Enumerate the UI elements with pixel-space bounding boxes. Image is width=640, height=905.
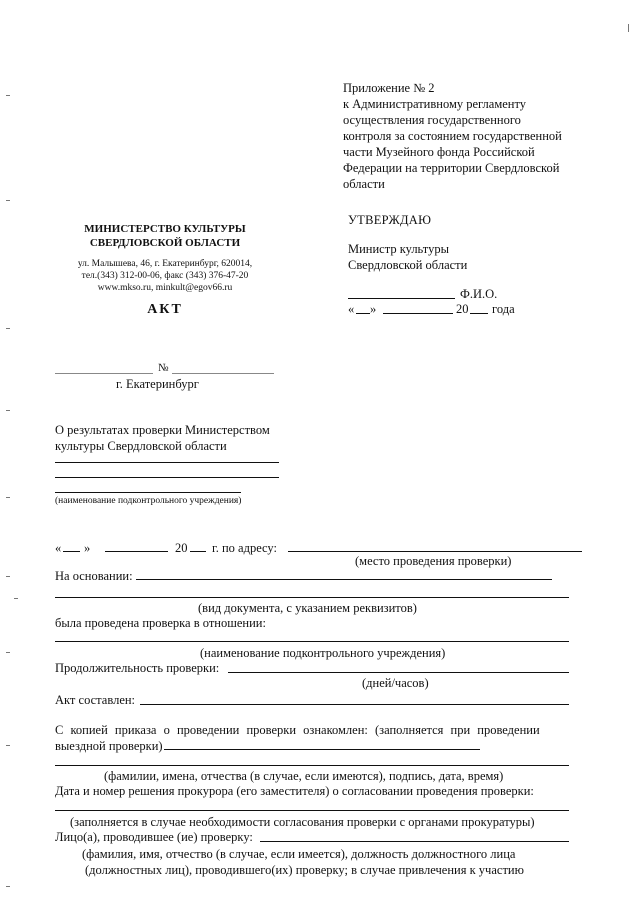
scan-mark (6, 576, 10, 577)
approval-day-line (356, 313, 370, 314)
appendix-line: Федерации на территории Свердловской (343, 161, 560, 175)
inspected-line (55, 641, 569, 642)
order-line (164, 749, 480, 750)
basis-line (136, 579, 552, 580)
body-year-prefix: 20 (175, 541, 188, 555)
ministry-address-line3: www.mkso.ru, minkult@egov66.ru (97, 283, 233, 293)
subject-fill-line (55, 492, 241, 493)
scan-mark (6, 410, 10, 411)
ministry-name-line1: МИНИСТЕРСТВО КУЛЬТУРЫ (84, 223, 246, 235)
doc-number-line (172, 373, 274, 374)
scan-mark (628, 24, 629, 32)
body-address-line (288, 551, 582, 552)
prosecutor-caption: (заполняется в случае необходимости согласования проверки с органами прокуратуры) (70, 815, 535, 829)
appendix-line: контроля за состоянием государственной (343, 129, 562, 143)
scan-mark (6, 328, 10, 329)
body-date-close: » (84, 541, 91, 555)
compiled-line (140, 704, 569, 705)
compiled-label: Акт составлен: (55, 693, 136, 707)
approval-year-prefix: 20 (456, 302, 469, 316)
basis-caption: (вид документа, с указанием реквизитов) (198, 601, 417, 615)
approval-signature-line (348, 298, 455, 299)
inspected-caption: (наименование подконтрольного учреждения) (200, 646, 446, 660)
doc-city: г. Екатеринбург (116, 377, 199, 391)
appendix-line: осуществления государственного (343, 113, 521, 127)
body-month-line (105, 551, 168, 552)
approval-title: УТВЕРЖДАЮ (348, 213, 432, 227)
order-caption: (фамилии, имена, отчества (в случае, если имеются), подпись, дата, время) (104, 769, 504, 783)
duration-caption: (дней/часов) (362, 676, 429, 690)
inspector-label: Лицо(а), проводившее (ие) проверку: (55, 830, 253, 844)
inspector-line (260, 841, 569, 842)
order-line2: выездной проверки) (55, 739, 163, 753)
scan-mark (14, 598, 18, 599)
inspector-caption2: (должностных лиц), проводившего(их) проверку; в случае привлечения к участию (85, 863, 524, 877)
scan-mark (6, 200, 10, 201)
ministry-name-line2: СВЕРДЛОВСКОЙ ОБЛАСТИ (89, 237, 241, 249)
doc-date-line (55, 373, 153, 374)
scan-mark (6, 497, 10, 498)
scan-mark (6, 95, 10, 96)
approval-position-line1: Министр культуры (348, 242, 449, 256)
order-line-2 (55, 765, 569, 766)
subject-line2: культуры Свердловской области (55, 439, 227, 453)
appendix-line: части Музейного фонда Российской (343, 145, 535, 159)
subject-line1: О результатах проверки Министерством (55, 423, 270, 437)
duration-line (228, 672, 569, 673)
inspector-caption1: (фамилия, имя, отчество (в случае, если имеется), должность должностного лица (82, 847, 516, 861)
inspected-label: была проведена проверка в отношении: (55, 616, 266, 630)
doc-number-sign: № (158, 362, 169, 374)
scan-mark (6, 652, 10, 653)
prosecutor-label: Дата и номер решения прокурора (его заместителя) о согласовании проведения проверки: (55, 784, 534, 798)
approval-month-line (383, 313, 453, 314)
ministry-address-line2: тел.(343) 312-00-06, факс (343) 376-47-20 (81, 271, 249, 281)
basis-line-2 (55, 597, 569, 598)
subject-fill-line (55, 462, 279, 463)
subject-fill-line (55, 477, 279, 478)
scan-mark (6, 745, 10, 746)
appendix-block (343, 80, 633, 192)
appendix-line: к Административному регламенту (343, 97, 527, 111)
approval-date-close: » (370, 302, 377, 316)
ministry-address (45, 258, 285, 294)
approval-year-line (470, 313, 488, 314)
duration-label: Продолжительность проверки: (55, 661, 220, 675)
body-address-caption: (место проведения проверки) (355, 554, 512, 568)
approval-position-line2: Свердловской области (348, 258, 468, 272)
body-date-open: « (55, 541, 62, 555)
basis-label: На основании: (55, 569, 133, 583)
prosecutor-line (55, 810, 569, 811)
body-address-label: г. по адресу: (212, 541, 277, 555)
ministry-name (55, 222, 275, 250)
order-line1: С копией приказа о проведении проверки ознакомлен: (заполняется при проведении (55, 723, 540, 737)
appendix-line: Приложение № 2 (343, 81, 435, 95)
ministry-address-line1: ул. Малышева, 46, г. Екатеринбург, 620014, (77, 259, 253, 269)
appendix-line: области (343, 177, 385, 191)
approval-fio: Ф.И.О. (460, 287, 498, 301)
document-title: АКТ (147, 302, 183, 317)
approval-year-suffix: года (492, 302, 515, 316)
approval-date-open: « (348, 302, 355, 316)
subject-caption: (наименование подконтрольного учреждения) (55, 496, 242, 506)
scan-mark (6, 886, 10, 887)
body-day-line (63, 551, 80, 552)
body-year-line (190, 551, 206, 552)
